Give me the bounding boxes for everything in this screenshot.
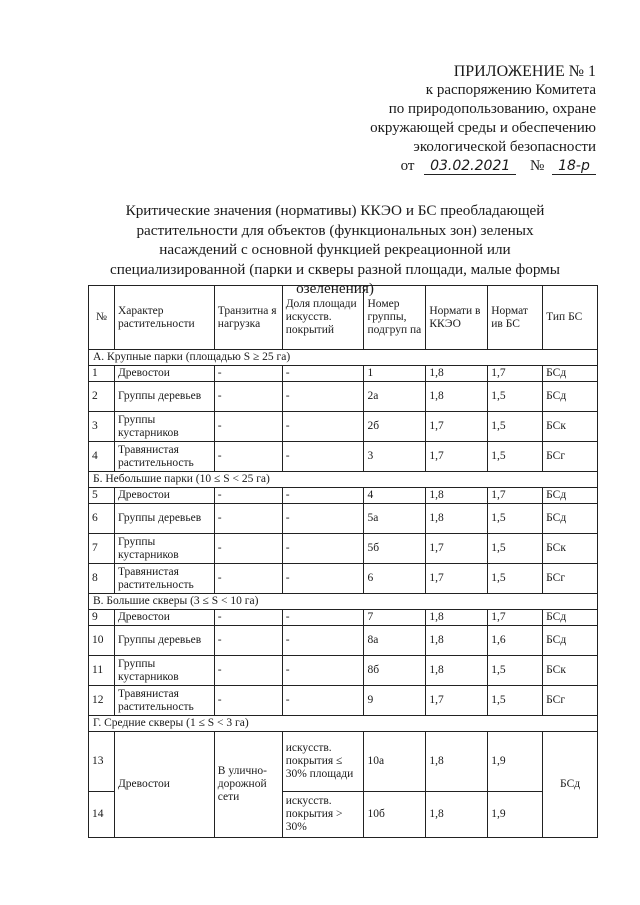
cell-load: - bbox=[214, 610, 282, 626]
cell-bs: 1,9 bbox=[488, 792, 543, 838]
cell-load: - bbox=[214, 656, 282, 686]
header-line: по природопользованию, охране bbox=[388, 101, 596, 117]
cell-type: БСк bbox=[543, 534, 598, 564]
cell-load: - bbox=[214, 534, 282, 564]
cell-kkeo: 1,8 bbox=[426, 656, 488, 686]
cell-number: 10 bbox=[89, 626, 115, 656]
cell-group: 5а bbox=[364, 504, 426, 534]
cell-share: - bbox=[282, 686, 364, 716]
cell-kkeo: 1,8 bbox=[426, 610, 488, 626]
cell-number: 14 bbox=[89, 792, 115, 838]
cell-kkeo: 1,8 bbox=[426, 792, 488, 838]
cell-group: 7 bbox=[364, 610, 426, 626]
cell-vegetation: Группы деревьев bbox=[114, 504, 214, 534]
cell-bs: 1,7 bbox=[488, 488, 543, 504]
cell-kkeo: 1,8 bbox=[426, 626, 488, 656]
cell-number: 1 bbox=[89, 366, 115, 382]
cell-bs: 1,7 bbox=[488, 610, 543, 626]
cell-bs: 1,5 bbox=[488, 442, 543, 472]
cell-number: 7 bbox=[89, 534, 115, 564]
cell-kkeo: 1,8 bbox=[426, 488, 488, 504]
header-line: окружающей среды и обеспечению bbox=[370, 120, 596, 136]
table-row bbox=[89, 564, 598, 594]
cell-type: БСд bbox=[543, 382, 598, 412]
cell-load: - bbox=[214, 382, 282, 412]
cell-number: 8 bbox=[89, 564, 115, 594]
cell-bs: 1,5 bbox=[488, 686, 543, 716]
col-header-share: Доля площади искусств. покрытий bbox=[282, 286, 364, 350]
cell-number: 3 bbox=[89, 412, 115, 442]
section-title: Б. Небольшие парки (10 ≤ S < 25 га) bbox=[89, 472, 598, 488]
cell-type: БСд bbox=[543, 488, 598, 504]
cell-number: 12 bbox=[89, 686, 115, 716]
cell-number: 5 bbox=[89, 488, 115, 504]
cell-share: - bbox=[282, 656, 364, 686]
cell-type: БСд bbox=[543, 610, 598, 626]
cell-load: - bbox=[214, 626, 282, 656]
cell-number: 9 bbox=[89, 610, 115, 626]
cell-load: - bbox=[214, 366, 282, 382]
cell-vegetation: Группы деревьев bbox=[114, 626, 214, 656]
cell-vegetation: Древостои bbox=[114, 610, 214, 626]
table-row bbox=[89, 686, 598, 716]
cell-kkeo: 1,8 bbox=[426, 732, 488, 792]
cell-kkeo: 1,7 bbox=[426, 564, 488, 594]
cell-share: - bbox=[282, 442, 364, 472]
cell-load: - bbox=[214, 686, 282, 716]
section-title: Г. Средние скверы (1 ≤ S < 3 га) bbox=[89, 716, 598, 732]
table-row bbox=[89, 382, 598, 412]
cell-vegetation: Группы кустарников bbox=[114, 412, 214, 442]
table-row bbox=[89, 442, 598, 472]
cell-share: - bbox=[282, 504, 364, 534]
cell-share: - bbox=[282, 382, 364, 412]
cell-share: искусств. покрытия ≤ 30% площади bbox=[282, 732, 364, 792]
cell-kkeo: 1,8 bbox=[426, 366, 488, 382]
cell-type: БСд bbox=[543, 626, 598, 656]
cell-group: 2б bbox=[364, 412, 426, 442]
cell-share: искусств. покрытия > 30% bbox=[282, 792, 364, 838]
cell-vegetation: Древостои bbox=[114, 366, 214, 382]
cell-kkeo: 1,8 bbox=[426, 504, 488, 534]
cell-number: 11 bbox=[89, 656, 115, 686]
cell-bs: 1,5 bbox=[488, 656, 543, 686]
number-prefix: № bbox=[529, 158, 545, 174]
table-row bbox=[89, 534, 598, 564]
cell-group: 10а bbox=[364, 732, 426, 792]
cell-type: БСк bbox=[543, 412, 598, 442]
cell-bs: 1,5 bbox=[488, 412, 543, 442]
cell-type: БСг bbox=[543, 686, 598, 716]
cell-vegetation: Группы деревьев bbox=[114, 382, 214, 412]
cell-bs: 1,7 bbox=[488, 366, 543, 382]
cell-group: 3 bbox=[364, 442, 426, 472]
cell-vegetation: Травянистая растительность bbox=[114, 686, 214, 716]
cell-vegetation: Древостои bbox=[114, 732, 214, 838]
col-header-group: Номер группы, подгруп па bbox=[364, 286, 426, 350]
section-title: В. Большие скверы (3 ≤ S < 10 га) bbox=[89, 594, 598, 610]
cell-kkeo: 1,7 bbox=[426, 412, 488, 442]
cell-load: - bbox=[214, 412, 282, 442]
cell-bs: 1,6 bbox=[488, 626, 543, 656]
cell-share: - bbox=[282, 610, 364, 626]
cell-number: 4 bbox=[89, 442, 115, 472]
cell-group: 2а bbox=[364, 382, 426, 412]
document-title: Критические значения (нормативы) ККЭО и БС преобладающей растительности для объектов (функциональных зон) зеленых насаждений с основной функцией рекреационной или специализированной (парки и скверы разной площади, малые формы озеленения) bbox=[109, 202, 560, 297]
table-row bbox=[89, 488, 598, 504]
date-prefix: от bbox=[400, 158, 415, 174]
table-row bbox=[89, 656, 598, 686]
handwritten-number: 18-р bbox=[552, 158, 596, 175]
cell-number: 6 bbox=[89, 504, 115, 534]
cell-group: 9 bbox=[364, 686, 426, 716]
cell-type: БСд bbox=[543, 366, 598, 382]
cell-vegetation: Группы кустарников bbox=[114, 534, 214, 564]
cell-group: 10б bbox=[364, 792, 426, 838]
col-header-load: Транзитна я нагрузка bbox=[214, 286, 282, 350]
cell-vegetation: Группы кустарников bbox=[114, 656, 214, 686]
appendix-title: ПРИЛОЖЕНИЕ № 1 bbox=[453, 63, 596, 80]
cell-share: - bbox=[282, 366, 364, 382]
cell-type: БСд bbox=[543, 504, 598, 534]
cell-bs: 1,9 bbox=[488, 732, 543, 792]
cell-vegetation: Травянистая растительность bbox=[114, 442, 214, 472]
cell-type: БСг bbox=[543, 442, 598, 472]
cell-bs: 1,5 bbox=[488, 564, 543, 594]
table-row bbox=[89, 626, 598, 656]
col-header-number: № bbox=[89, 286, 115, 350]
col-header-kkeo: Нормати в ККЭО bbox=[426, 286, 488, 350]
cell-load: В улично-дорожной сети bbox=[214, 732, 282, 838]
cell-group: 4 bbox=[364, 488, 426, 504]
col-header-type: Тип БС bbox=[543, 286, 598, 350]
norms-table bbox=[88, 285, 598, 838]
cell-bs: 1,5 bbox=[488, 504, 543, 534]
cell-group: 6 bbox=[364, 564, 426, 594]
cell-load: - bbox=[214, 442, 282, 472]
document-header bbox=[370, 62, 596, 176]
cell-share: - bbox=[282, 488, 364, 504]
header-line: к распоряжению Комитета bbox=[425, 82, 596, 98]
cell-vegetation: Древостои bbox=[114, 488, 214, 504]
cell-kkeo: 1,7 bbox=[426, 534, 488, 564]
table-row bbox=[89, 732, 598, 792]
table-row bbox=[89, 610, 598, 626]
table-row bbox=[89, 366, 598, 382]
cell-number: 2 bbox=[89, 382, 115, 412]
cell-share: - bbox=[282, 534, 364, 564]
table-row bbox=[89, 412, 598, 442]
cell-group: 5б bbox=[364, 534, 426, 564]
cell-share: - bbox=[282, 626, 364, 656]
col-header-bs: Нормат ив БС bbox=[488, 286, 543, 350]
cell-type: БСк bbox=[543, 656, 598, 686]
col-header-vegetation: Характер растительности bbox=[114, 286, 214, 350]
cell-load: - bbox=[214, 564, 282, 594]
header-line: экологической безопасности bbox=[413, 139, 596, 155]
table-row bbox=[89, 504, 598, 534]
cell-load: - bbox=[214, 504, 282, 534]
cell-bs: 1,5 bbox=[488, 382, 543, 412]
cell-kkeo: 1,7 bbox=[426, 442, 488, 472]
handwritten-date: 03.02.2021 bbox=[424, 158, 516, 175]
cell-load: - bbox=[214, 488, 282, 504]
cell-bs: 1,5 bbox=[488, 534, 543, 564]
cell-type: БСд bbox=[543, 732, 598, 838]
cell-number: 13 bbox=[89, 732, 115, 792]
cell-type: БСг bbox=[543, 564, 598, 594]
date-number-line bbox=[370, 157, 596, 176]
cell-vegetation: Травянистая растительность bbox=[114, 564, 214, 594]
cell-group: 1 bbox=[364, 366, 426, 382]
section-title: А. Крупные парки (площадью S ≥ 25 га) bbox=[89, 350, 598, 366]
cell-group: 8б bbox=[364, 656, 426, 686]
cell-kkeo: 1,7 bbox=[426, 686, 488, 716]
cell-group: 8а bbox=[364, 626, 426, 656]
cell-share: - bbox=[282, 564, 364, 594]
cell-kkeo: 1,8 bbox=[426, 382, 488, 412]
cell-share: - bbox=[282, 412, 364, 442]
